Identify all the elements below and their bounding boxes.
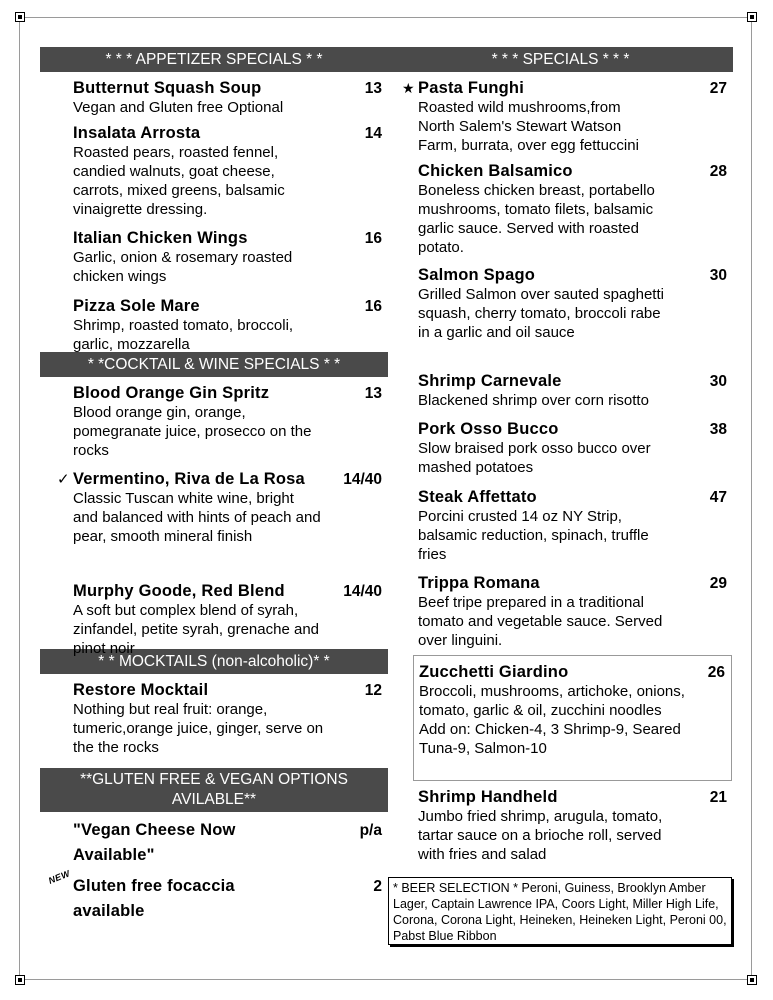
item-price: 13	[364, 385, 382, 402]
specials-header: * * * SPECIALS * * *	[388, 47, 733, 72]
item-name: Gluten free focaccia available	[73, 877, 235, 920]
item-name: Steak Affettato	[418, 488, 537, 506]
item-price: p/a	[359, 822, 382, 839]
appetizer-list	[40, 76, 388, 352]
menu-item	[73, 226, 382, 294]
item-price: 13	[364, 80, 382, 97]
item-price: 14/40	[343, 583, 382, 600]
mocktails-header: * * MOCKTAILS (non-alcoholic)* *	[40, 649, 388, 674]
menu-item	[418, 369, 727, 417]
item-name: Shrimp Carnevale	[418, 372, 562, 390]
menu-item	[418, 263, 727, 369]
menu-item	[73, 579, 382, 657]
item-description: Jumbo fried shrimp, arugula, tomato, tartar sauce on a brioche roll, served with fries and salad	[418, 808, 663, 863]
item-price: 16	[364, 298, 382, 315]
item-price: 12	[364, 682, 382, 699]
item-description: Grilled Salmon over sauted spaghetti squash, cherry tomato, broccoli rabe in a garlic and oil sauce	[418, 286, 664, 341]
item-price: 30	[709, 373, 727, 390]
item-description: Vegan and Gluten free Optional	[73, 99, 284, 116]
item-price: 28	[709, 163, 727, 180]
menu-item	[73, 381, 382, 467]
item-name: Salmon Spago	[418, 266, 535, 284]
mocktail-list	[40, 678, 388, 768]
item-description: Boneless chicken breast, portabello mushrooms, tomato filets, balsamic garlic sauce. Served with roasted potato.	[418, 182, 655, 256]
resize-handle-top-right[interactable]	[747, 12, 757, 22]
item-description: Beef tripe prepared in a traditional tomato and vegetable sauce. Served over linguini.	[418, 594, 663, 649]
menu-item	[418, 159, 727, 263]
item-name: "Vegan Cheese Now Available"	[73, 821, 236, 864]
item-description: Roasted wild mushrooms,from North Salem's Stewart Watson Farm, burrata, over egg fettuccini	[418, 99, 639, 154]
item-name: Italian Chicken Wings	[73, 229, 248, 247]
right-column	[388, 47, 733, 864]
item-name: Shrimp Handheld	[418, 788, 558, 806]
menu-item	[418, 571, 727, 655]
beer-selection-box: * BEER SELECTION * Peroni, Guiness, Brooklyn Amber Lager, Captain Lawrence IPA, Coors Light, Miller High Life, Corona, Corona Light, Heineken, Heineken Light, Peroni 00, Pabst Blue Ribbon	[388, 877, 732, 945]
cocktail-list	[40, 381, 388, 657]
menu-item	[73, 678, 382, 768]
item-price: 27	[709, 80, 727, 97]
item-name: Trippa Romana	[418, 574, 540, 592]
item-price: 38	[709, 421, 727, 438]
item-description: Blood orange gin, orange, pomegranate juice, prosecco on the rocks	[73, 404, 312, 459]
appetizer-specials-header: * * * APPETIZER SPECIALS * *	[40, 47, 388, 72]
new-badge: NEW	[46, 868, 72, 886]
item-price: 21	[709, 789, 727, 806]
item-price: 29	[709, 575, 727, 592]
item-name: Pizza Sole Mare	[73, 297, 200, 315]
gluten-free-list	[40, 818, 388, 924]
item-price: 14	[364, 125, 382, 142]
resize-handle-bottom-left[interactable]	[15, 975, 25, 985]
item-name: Blood Orange Gin Spritz	[73, 384, 270, 402]
item-description: A soft but complex blend of syrah, zinfandel, petite syrah, grenache and pinot noir	[73, 602, 319, 657]
menu-item	[73, 121, 382, 226]
menu-item	[73, 76, 382, 121]
item-description: Porcini crusted 14 oz NY Strip, balsamic reduction, spinach, truffle fries	[418, 508, 649, 563]
item-description: Shrimp, roasted tomato, broccoli, garlic, mozzarella	[73, 317, 294, 353]
item-price: 16	[364, 230, 382, 247]
gluten-free-vegan-header: **GLUTEN FREE & VEGAN OPTIONS AVILABLE**	[40, 768, 388, 812]
item-name: Pasta Funghi	[418, 79, 524, 97]
star-icon: ★	[402, 80, 415, 96]
item-name: Chicken Balsamico	[418, 162, 573, 180]
item-description: Nothing but real fruit: orange, tumeric,orange juice, ginger, serve on the the rocks	[73, 701, 324, 756]
item-name: Pork Osso Bucco	[418, 420, 559, 438]
menu-item	[418, 485, 727, 571]
resize-handle-bottom-right[interactable]	[747, 975, 757, 985]
menu-item	[418, 417, 727, 485]
menu-item	[46, 868, 382, 924]
item-name: Vermentino, Riva de La Rosa	[73, 470, 305, 488]
item-description: Classic Tuscan white wine, bright and balanced with hints of peach and pear, smooth mineral finish	[73, 490, 321, 545]
left-column	[40, 47, 388, 924]
checkmark-icon: ✓	[57, 471, 70, 488]
specials-list	[388, 76, 733, 655]
menu-item	[57, 467, 382, 579]
item-name: Butternut Squash Soup	[73, 79, 262, 97]
item-description: Broccoli, mushrooms, artichoke, onions, tomato, garlic & oil, zucchini noodles Add on: Chicken-4, 3 Shrimp-9, Seared Tuna-9, Salmon-10	[419, 683, 685, 757]
highlighted-menu-item	[413, 655, 732, 781]
menu-item	[73, 818, 382, 874]
item-price: 26	[707, 664, 725, 681]
menu-item	[402, 76, 727, 159]
item-name: Murphy Goode, Red Blend	[73, 582, 285, 600]
item-description: Garlic, onion & rosemary roasted chicken wings	[73, 249, 293, 285]
specials-list-continued	[388, 785, 733, 864]
item-price: 14/40	[343, 471, 382, 488]
item-name: Zucchetti Giardino	[419, 663, 569, 681]
cocktail-wine-header: * *COCKTAIL & WINE SPECIALS * *	[40, 352, 388, 377]
item-price: 30	[709, 267, 727, 284]
item-description: Slow braised pork osso bucco over mashed potatoes	[418, 440, 651, 476]
item-price: 2	[373, 878, 382, 895]
item-description: Blackened shrimp over corn risotto	[418, 392, 649, 409]
item-description: Roasted pears, roasted fennel, candied walnuts, goat cheese, carrots, mixed greens, balsamic vinaigrette dressing.	[73, 144, 285, 218]
item-name: Restore Mocktail	[73, 681, 209, 699]
item-name: Insalata Arrosta	[73, 124, 201, 142]
resize-handle-top-left[interactable]	[15, 12, 25, 22]
menu-item	[418, 785, 727, 864]
item-price: 47	[709, 489, 727, 506]
menu-item	[73, 294, 382, 352]
